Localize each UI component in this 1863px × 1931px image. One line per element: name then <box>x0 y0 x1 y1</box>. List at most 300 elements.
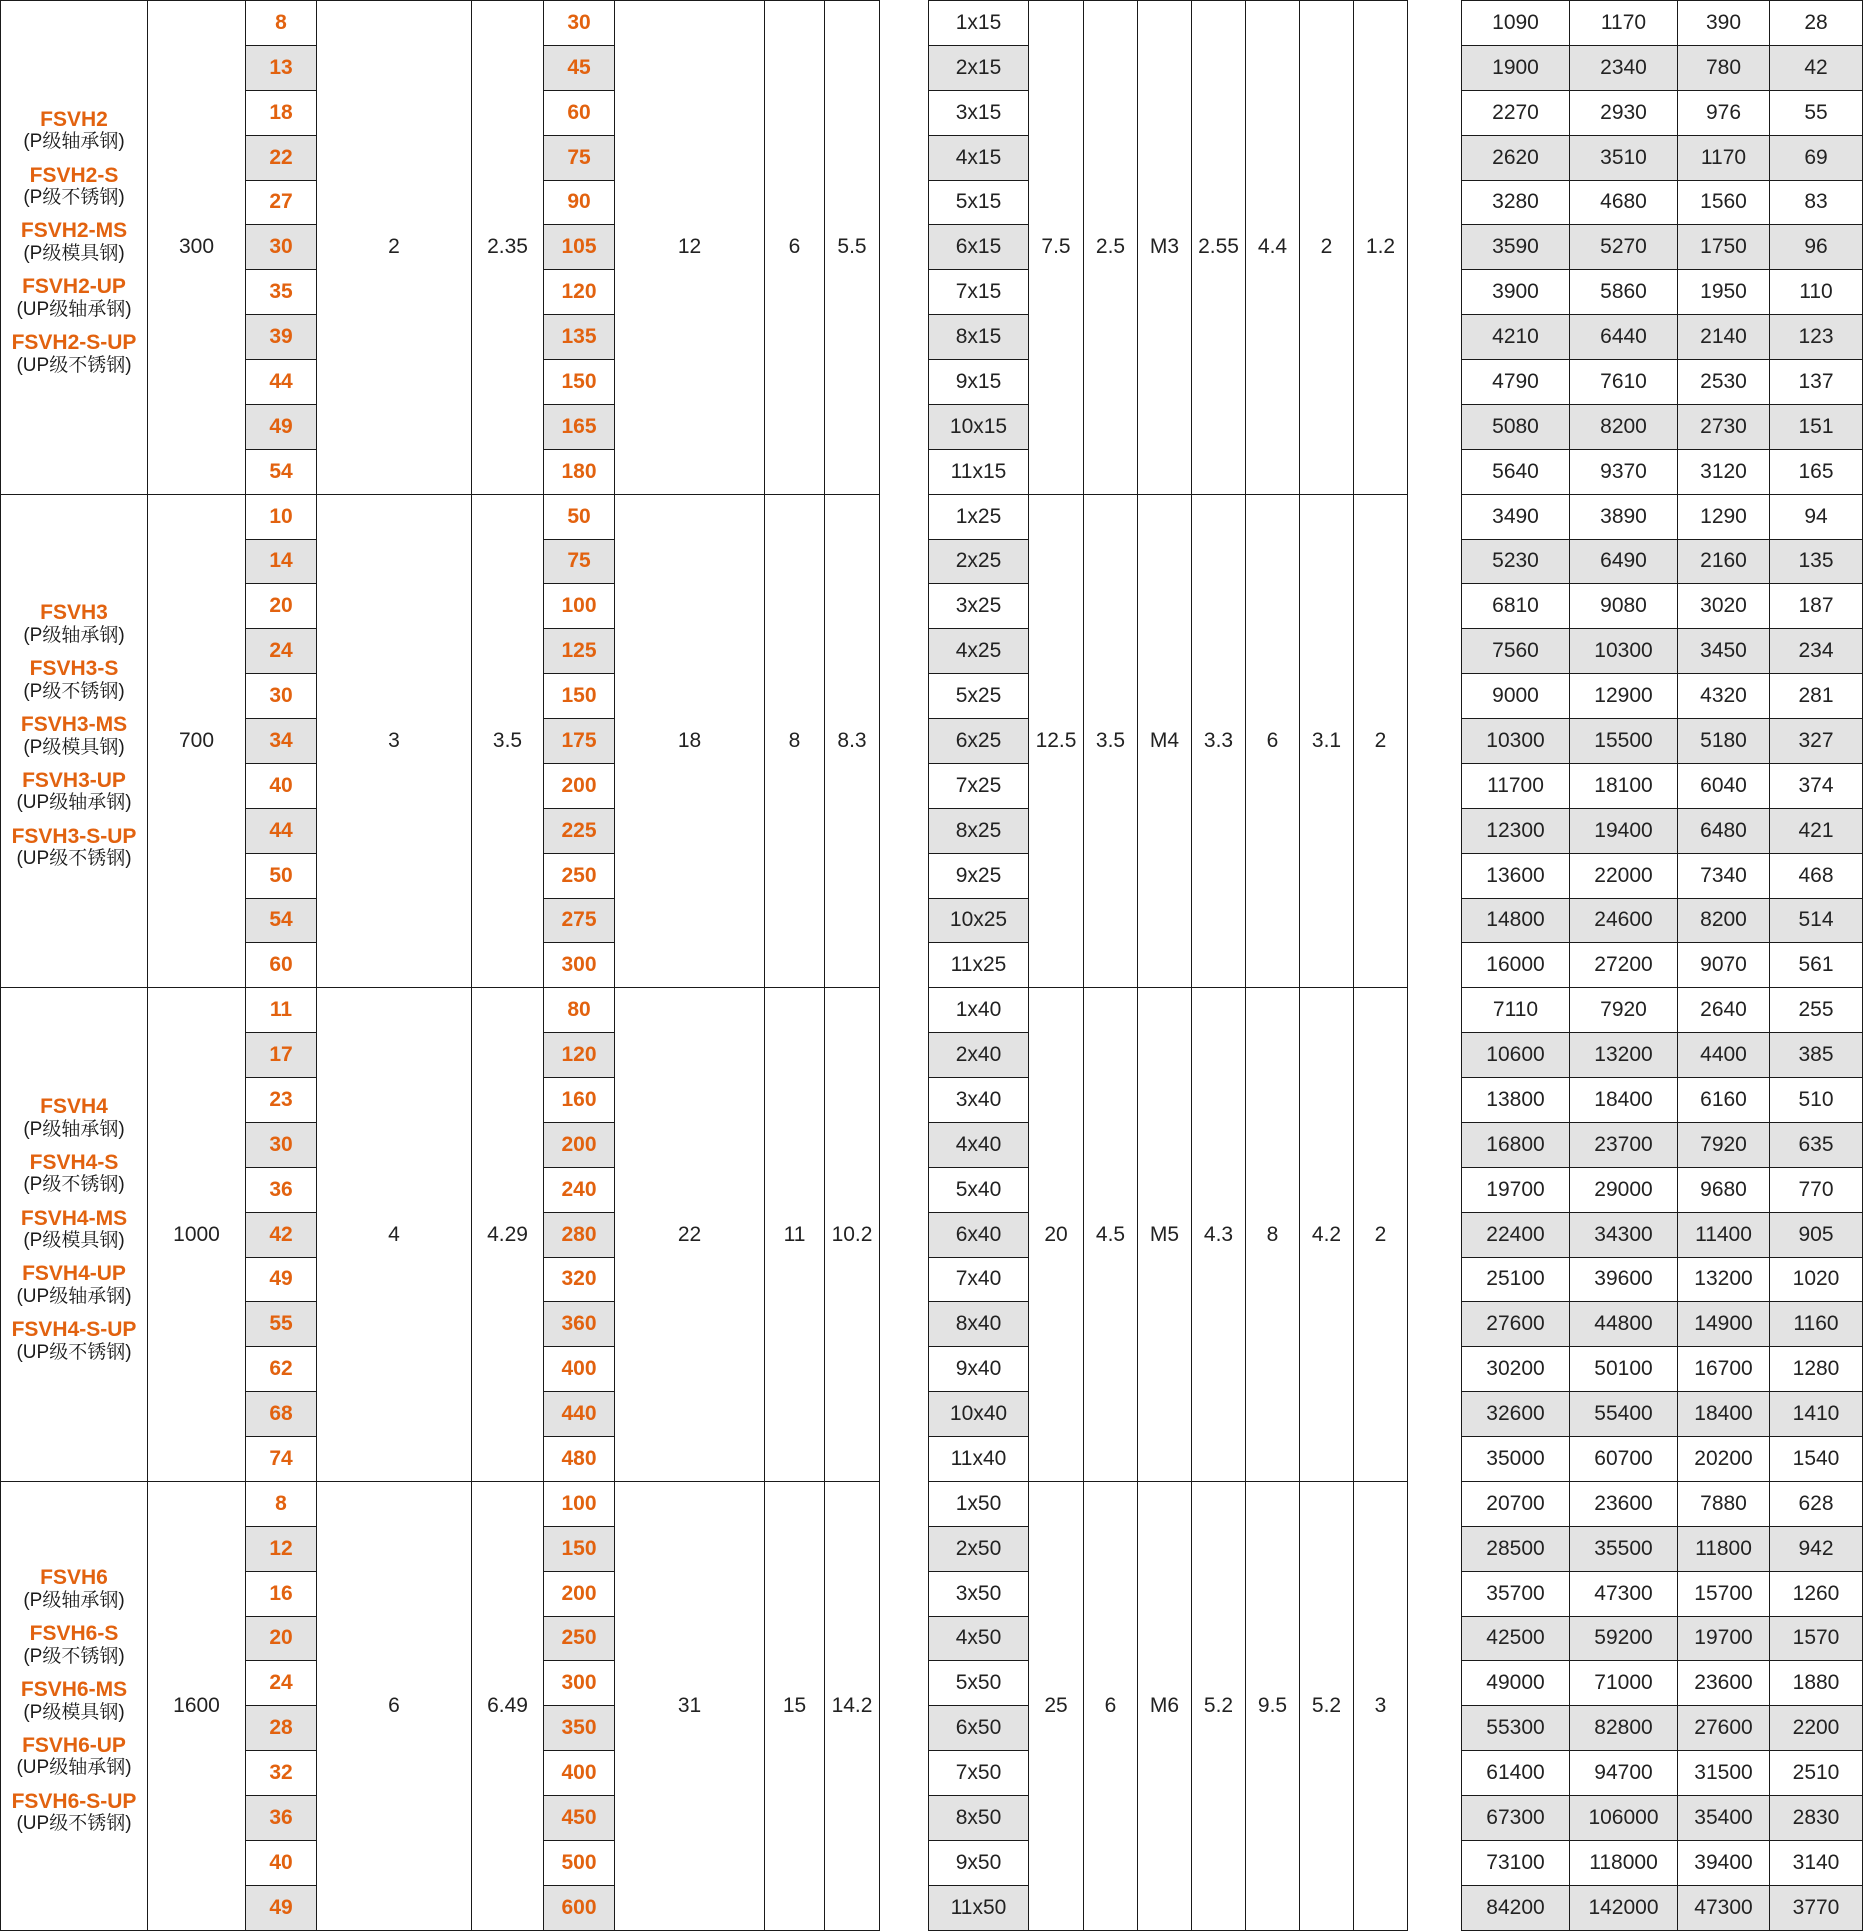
model-grade: (P级不锈钢) <box>23 680 125 702</box>
stroke-value: 40 <box>246 763 317 808</box>
spec-value: M4 <box>1138 494 1192 988</box>
model-grade: (P级不锈钢) <box>23 1174 125 1196</box>
load-value: 905 <box>1770 1212 1863 1257</box>
column-spacer <box>1408 90 1462 135</box>
load-value: 83 <box>1770 180 1863 225</box>
spec-value: 9.5 <box>1246 1481 1300 1930</box>
model-grade: (P级模具钢) <box>23 242 125 264</box>
load-value: 1280 <box>1770 1347 1863 1392</box>
spec-value: 8 <box>1246 988 1300 1482</box>
spec-value: 11 <box>765 988 825 1482</box>
model-grade: (P级不锈钢) <box>23 187 125 209</box>
spec-value: M5 <box>1138 988 1192 1482</box>
length-value: 80 <box>544 988 615 1033</box>
length-value: 120 <box>544 1033 615 1078</box>
load-value: 1410 <box>1770 1392 1863 1437</box>
spec-value: 4.4 <box>1246 1 1300 495</box>
column-spacer <box>880 1 929 46</box>
length-value: 350 <box>544 1706 615 1751</box>
length-value: 300 <box>544 943 615 988</box>
length-value: 400 <box>544 1347 615 1392</box>
ball-config: 4x25 <box>929 629 1029 674</box>
ball-config: 1x50 <box>929 1481 1029 1526</box>
length-value: 150 <box>544 1526 615 1571</box>
stroke-value: 30 <box>246 1122 317 1167</box>
ball-config: 3x40 <box>929 1078 1029 1123</box>
spec-value: 5.5 <box>825 1 880 495</box>
load-value: 118000 <box>1570 1840 1678 1885</box>
column-spacer <box>880 449 929 494</box>
load-value: 5080 <box>1462 404 1570 449</box>
ball-config: 2x25 <box>929 539 1029 584</box>
model-name: FSVH6-S-UP <box>11 1789 137 1813</box>
load-value: 55 <box>1770 90 1863 135</box>
load-value: 7560 <box>1462 629 1570 674</box>
spec-value: 6 <box>317 1481 472 1930</box>
column-spacer <box>880 1167 929 1212</box>
stroke-value: 44 <box>246 808 317 853</box>
stroke-value: 11 <box>246 988 317 1033</box>
column-spacer <box>1408 1885 1462 1930</box>
stroke-value: 17 <box>246 1033 317 1078</box>
spec-value: 2.55 <box>1192 1 1246 495</box>
model-name: FSVH6-MS <box>20 1678 128 1702</box>
length-value: 320 <box>544 1257 615 1302</box>
load-value: 23600 <box>1678 1661 1770 1706</box>
model-grade: (P级轴承钢) <box>23 131 125 153</box>
spec-value: 8 <box>765 494 825 988</box>
spec-value: 7.5 <box>1029 1 1084 495</box>
load-value: 123 <box>1770 315 1863 360</box>
load-value: 49000 <box>1462 1661 1570 1706</box>
load-value: 1170 <box>1678 135 1770 180</box>
length-value: 480 <box>544 1437 615 1482</box>
stroke-value: 14 <box>246 539 317 584</box>
length-value: 500 <box>544 1840 615 1885</box>
column-spacer <box>880 315 929 360</box>
model-name: FSVH2-S-UP <box>11 330 137 354</box>
column-spacer <box>880 1437 929 1482</box>
load-value: 1950 <box>1678 270 1770 315</box>
spec-value: 2.5 <box>1084 1 1138 495</box>
stroke-value: 24 <box>246 629 317 674</box>
stroke-value: 10 <box>246 494 317 539</box>
length-value: 200 <box>544 763 615 808</box>
ball-config: 9x40 <box>929 1347 1029 1392</box>
load-value: 14900 <box>1678 1302 1770 1347</box>
column-spacer <box>1408 360 1462 405</box>
load-value: 8200 <box>1678 898 1770 943</box>
spec-value: 12 <box>615 1 765 495</box>
load-value: 6040 <box>1678 763 1770 808</box>
length-value: 600 <box>544 1885 615 1930</box>
load-value: 39400 <box>1678 1840 1770 1885</box>
load-value: 374 <box>1770 763 1863 808</box>
length-value: 400 <box>544 1751 615 1796</box>
column-spacer <box>880 898 929 943</box>
column-spacer <box>880 674 929 719</box>
ball-config: 6x50 <box>929 1706 1029 1751</box>
column-spacer <box>880 719 929 764</box>
load-value: 165 <box>1770 449 1863 494</box>
load-value: 13200 <box>1570 1033 1678 1078</box>
spec-value: 300 <box>148 1 246 495</box>
column-spacer <box>1408 1212 1462 1257</box>
column-spacer <box>1408 315 1462 360</box>
ball-config: 7x25 <box>929 763 1029 808</box>
column-spacer <box>1408 1122 1462 1167</box>
load-value: 10300 <box>1570 629 1678 674</box>
load-value: 3770 <box>1770 1885 1863 1930</box>
load-value: 255 <box>1770 988 1863 1033</box>
column-spacer <box>880 763 929 808</box>
column-spacer <box>880 1257 929 1302</box>
load-value: 11400 <box>1678 1212 1770 1257</box>
model-grade: (P级轴承钢) <box>23 1590 125 1611</box>
table-row <box>1 45 1863 90</box>
column-spacer <box>880 1481 929 1526</box>
stroke-value: 27 <box>246 180 317 225</box>
model-grade: (UP级轴承钢) <box>16 298 132 320</box>
spec-value: 4.2 <box>1300 988 1354 1482</box>
table-row <box>1 135 1863 180</box>
load-value: 976 <box>1678 90 1770 135</box>
spec-value: 6.49 <box>472 1481 544 1930</box>
table-row <box>1 898 1863 943</box>
column-spacer <box>880 360 929 405</box>
load-value: 7880 <box>1678 1481 1770 1526</box>
table-row <box>1 539 1863 584</box>
load-value: 35400 <box>1678 1796 1770 1841</box>
column-spacer <box>880 629 929 674</box>
load-value: 628 <box>1770 1481 1863 1526</box>
column-spacer <box>880 808 929 853</box>
spec-value: 8.3 <box>825 494 880 988</box>
column-spacer <box>880 1796 929 1841</box>
stroke-value: 22 <box>246 135 317 180</box>
column-spacer <box>1408 1347 1462 1392</box>
load-value: 71000 <box>1570 1661 1678 1706</box>
column-spacer <box>1408 1526 1462 1571</box>
length-value: 90 <box>544 180 615 225</box>
stroke-value: 12 <box>246 1526 317 1571</box>
spec-value: 5.2 <box>1300 1481 1354 1930</box>
load-value: 9000 <box>1462 674 1570 719</box>
spec-value: 2 <box>1354 988 1408 1482</box>
ball-config: 7x40 <box>929 1257 1029 1302</box>
load-value: 8200 <box>1570 404 1678 449</box>
spec-value: 4.29 <box>472 988 544 1482</box>
load-value: 2640 <box>1678 988 1770 1033</box>
load-value: 55300 <box>1462 1706 1570 1751</box>
stroke-value: 54 <box>246 898 317 943</box>
load-value: 327 <box>1770 719 1863 764</box>
stroke-value: 49 <box>246 1885 317 1930</box>
ball-config: 3x50 <box>929 1571 1029 1616</box>
model-grade: (P级不锈钢) <box>23 1645 125 1667</box>
load-value: 780 <box>1678 45 1770 90</box>
load-value: 18100 <box>1570 763 1678 808</box>
load-value: 5180 <box>1678 719 1770 764</box>
spec-value: 4 <box>317 988 472 1482</box>
column-spacer <box>1408 1167 1462 1212</box>
load-value: 13200 <box>1678 1257 1770 1302</box>
column-spacer <box>1408 270 1462 315</box>
stroke-value: 16 <box>246 1571 317 1616</box>
load-value: 6490 <box>1570 539 1678 584</box>
stroke-value: 28 <box>246 1706 317 1751</box>
spec-value: 14.2 <box>825 1481 880 1930</box>
spec-value: 15 <box>765 1481 825 1930</box>
length-value: 135 <box>544 315 615 360</box>
load-value: 6810 <box>1462 584 1570 629</box>
length-value: 200 <box>544 1122 615 1167</box>
ball-config: 2x15 <box>929 45 1029 90</box>
load-value: 4320 <box>1678 674 1770 719</box>
load-value: 82800 <box>1570 1706 1678 1751</box>
column-spacer <box>1408 1616 1462 1661</box>
stroke-value: 8 <box>246 1481 317 1526</box>
column-spacer <box>1408 1481 1462 1526</box>
load-value: 16800 <box>1462 1122 1570 1167</box>
ball-config: 4x40 <box>929 1122 1029 1167</box>
ball-config: 10x25 <box>929 898 1029 943</box>
load-value: 561 <box>1770 943 1863 988</box>
table-row <box>1 1257 1863 1302</box>
column-spacer <box>880 45 929 90</box>
stroke-value: 74 <box>246 1437 317 1482</box>
model-name: FSVH3-S <box>29 657 119 681</box>
ball-config: 10x15 <box>929 404 1029 449</box>
load-value: 69 <box>1770 135 1863 180</box>
model-cell <box>1 494 148 988</box>
spec-value: 3.5 <box>1084 494 1138 988</box>
ball-config: 11x50 <box>929 1885 1029 1930</box>
model-cell <box>1 1 148 495</box>
length-value: 440 <box>544 1392 615 1437</box>
column-spacer <box>880 1302 929 1347</box>
spec-value: 12.5 <box>1029 494 1084 988</box>
column-spacer <box>880 853 929 898</box>
spec-value: 2 <box>1300 1 1354 495</box>
load-value: 3450 <box>1678 629 1770 674</box>
load-value: 20700 <box>1462 1481 1570 1526</box>
column-spacer <box>1408 898 1462 943</box>
length-value: 200 <box>544 1571 615 1616</box>
model-grade: (P级轴承钢) <box>23 625 125 646</box>
length-value: 50 <box>544 494 615 539</box>
model-grade: (UP级轴承钢) <box>16 1285 132 1307</box>
spec-value: 3 <box>317 494 472 988</box>
load-value: 94 <box>1770 494 1863 539</box>
load-value: 5230 <box>1462 539 1570 584</box>
spec-value: M3 <box>1138 1 1192 495</box>
load-value: 1560 <box>1678 180 1770 225</box>
load-value: 35000 <box>1462 1437 1570 1482</box>
load-value: 32600 <box>1462 1392 1570 1437</box>
load-value: 770 <box>1770 1167 1863 1212</box>
model-name: FSVH2-MS <box>20 219 128 243</box>
column-spacer <box>880 225 929 270</box>
load-value: 7340 <box>1678 853 1770 898</box>
load-value: 390 <box>1678 1 1770 46</box>
column-spacer <box>880 943 929 988</box>
load-value: 15700 <box>1678 1571 1770 1616</box>
table-row <box>1 1033 1863 1078</box>
spec-value: M6 <box>1138 1481 1192 1930</box>
length-value: 150 <box>544 674 615 719</box>
model-name: FSVH3-S-UP <box>11 824 137 848</box>
load-value: 137 <box>1770 360 1863 405</box>
ball-config: 11x40 <box>929 1437 1029 1482</box>
load-value: 14800 <box>1462 898 1570 943</box>
ball-config: 5x25 <box>929 674 1029 719</box>
model-grade: (P级轴承钢) <box>23 1118 125 1140</box>
table-row <box>1 1437 1863 1482</box>
length-value: 160 <box>544 1078 615 1123</box>
column-spacer <box>880 270 929 315</box>
load-value: 10600 <box>1462 1033 1570 1078</box>
spec-value: 6 <box>1084 1481 1138 1930</box>
ball-config: 1x25 <box>929 494 1029 539</box>
length-value: 30 <box>544 1 615 46</box>
load-value: 3490 <box>1462 494 1570 539</box>
length-value: 150 <box>544 360 615 405</box>
table-row <box>1 180 1863 225</box>
column-spacer <box>1408 1571 1462 1616</box>
column-spacer <box>1408 1033 1462 1078</box>
load-value: 3020 <box>1678 584 1770 629</box>
model-grade: (P级模具钢) <box>23 736 125 758</box>
stroke-value: 62 <box>246 1347 317 1392</box>
column-spacer <box>1408 1 1462 46</box>
load-value: 1750 <box>1678 225 1770 270</box>
column-spacer <box>1408 674 1462 719</box>
load-value: 1170 <box>1570 1 1678 46</box>
load-value: 2620 <box>1462 135 1570 180</box>
stroke-value: 20 <box>246 1616 317 1661</box>
ball-config: 9x15 <box>929 360 1029 405</box>
load-value: 6160 <box>1678 1078 1770 1123</box>
load-value: 35500 <box>1570 1526 1678 1571</box>
spec-value: 1.2 <box>1354 1 1408 495</box>
load-value: 7610 <box>1570 360 1678 405</box>
column-spacer <box>1408 1257 1462 1302</box>
stroke-value: 8 <box>246 1 317 46</box>
model-grade: (P级模具钢) <box>23 1701 125 1723</box>
stroke-value: 44 <box>246 360 317 405</box>
table-row <box>1 494 1863 539</box>
column-spacer <box>1408 539 1462 584</box>
load-value: 34300 <box>1570 1212 1678 1257</box>
table-row <box>1 1122 1863 1167</box>
load-value: 9680 <box>1678 1167 1770 1212</box>
table-row <box>1 1078 1863 1123</box>
table-row <box>1 1392 1863 1437</box>
column-spacer <box>1408 988 1462 1033</box>
model-name: FSVH4-S <box>29 1150 119 1174</box>
load-value: 187 <box>1770 584 1863 629</box>
spec-value: 6 <box>765 1 825 495</box>
load-value: 84200 <box>1462 1885 1570 1930</box>
load-value: 11700 <box>1462 763 1570 808</box>
model-grade: (UP级不锈钢) <box>16 354 132 376</box>
length-value: 275 <box>544 898 615 943</box>
column-spacer <box>1408 180 1462 225</box>
stroke-value: 68 <box>246 1392 317 1437</box>
load-value: 16000 <box>1462 943 1570 988</box>
length-value: 105 <box>544 225 615 270</box>
spec-value: 22 <box>615 988 765 1482</box>
load-value: 2930 <box>1570 90 1678 135</box>
load-value: 1160 <box>1770 1302 1863 1347</box>
table-row <box>1 404 1863 449</box>
load-value: 61400 <box>1462 1751 1570 1796</box>
column-spacer <box>1408 1661 1462 1706</box>
column-spacer <box>1408 1392 1462 1437</box>
load-value: 142000 <box>1570 1885 1678 1930</box>
load-value: 73100 <box>1462 1840 1570 1885</box>
table-row <box>1 1347 1863 1392</box>
table-row <box>1 1661 1863 1706</box>
length-value: 125 <box>544 629 615 674</box>
table-row <box>1 584 1863 629</box>
column-spacer <box>880 1751 929 1796</box>
table-row <box>1 90 1863 135</box>
column-spacer <box>1408 1796 1462 1841</box>
column-spacer <box>880 1706 929 1751</box>
load-value: 1540 <box>1770 1437 1863 1482</box>
column-spacer <box>1408 1840 1462 1885</box>
table-row <box>1 1840 1863 1885</box>
load-value: 15500 <box>1570 719 1678 764</box>
load-value: 19700 <box>1678 1616 1770 1661</box>
column-spacer <box>880 90 929 135</box>
load-value: 942 <box>1770 1526 1863 1571</box>
model-grade: (UP级轴承钢) <box>16 1757 132 1779</box>
length-value: 225 <box>544 808 615 853</box>
spec-value: 1600 <box>148 1481 246 1930</box>
load-value: 385 <box>1770 1033 1863 1078</box>
load-value: 23700 <box>1570 1122 1678 1167</box>
ball-config: 4x15 <box>929 135 1029 180</box>
load-value: 1260 <box>1770 1571 1863 1616</box>
length-value: 100 <box>544 1481 615 1526</box>
load-value: 23600 <box>1570 1481 1678 1526</box>
load-value: 28500 <box>1462 1526 1570 1571</box>
load-value: 514 <box>1770 898 1863 943</box>
load-value: 2140 <box>1678 315 1770 360</box>
column-spacer <box>880 494 929 539</box>
load-value: 27600 <box>1462 1302 1570 1347</box>
table-row <box>1 1 1863 46</box>
load-value: 18400 <box>1678 1392 1770 1437</box>
column-spacer <box>1408 1706 1462 1751</box>
load-value: 3120 <box>1678 449 1770 494</box>
spec-value: 6 <box>1246 494 1300 988</box>
load-value: 6480 <box>1678 808 1770 853</box>
ball-config: 2x40 <box>929 1033 1029 1078</box>
load-value: 3900 <box>1462 270 1570 315</box>
length-value: 280 <box>544 1212 615 1257</box>
spec-value: 1000 <box>148 988 246 1482</box>
column-spacer <box>880 1885 929 1930</box>
ball-config: 5x50 <box>929 1661 1029 1706</box>
spec-value: 4.5 <box>1084 988 1138 1482</box>
load-value: 28 <box>1770 1 1863 46</box>
load-value: 2530 <box>1678 360 1770 405</box>
model-grade: (UP级不锈钢) <box>16 848 132 870</box>
